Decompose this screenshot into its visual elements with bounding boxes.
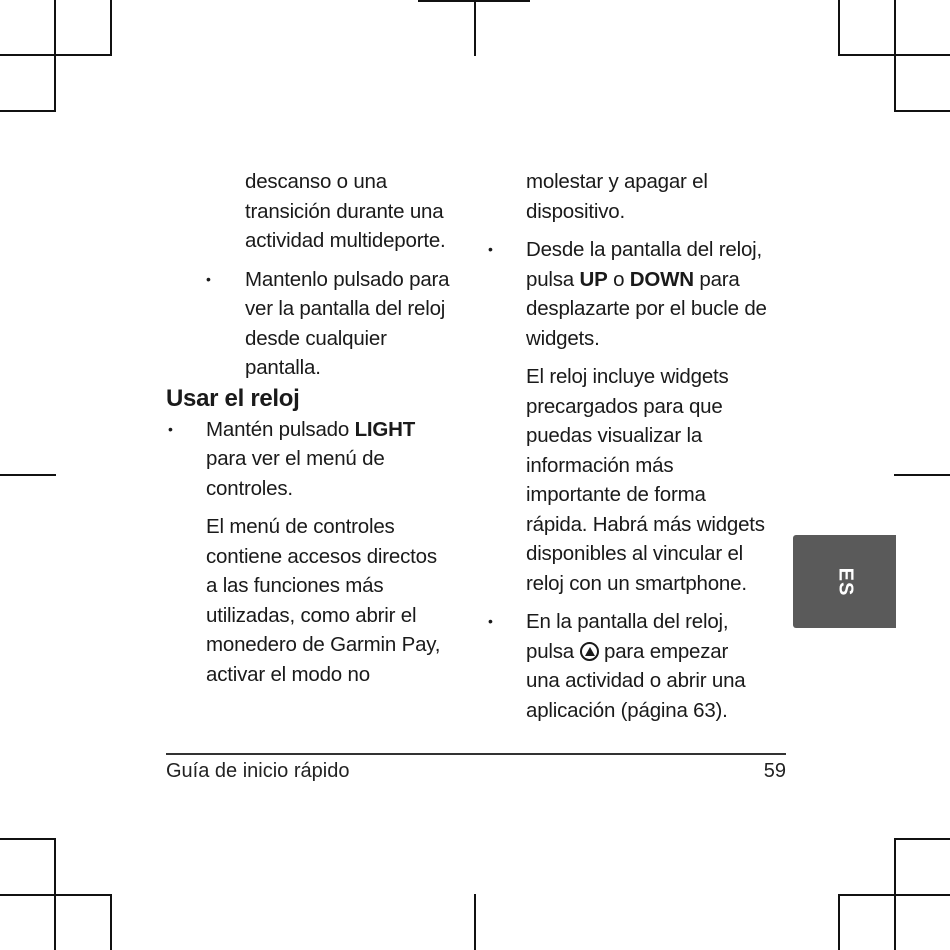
text-line: para ver el menú de (206, 447, 385, 470)
text-line: información más (526, 453, 674, 477)
list-item (166, 415, 471, 504)
section-heading: Usar el reloj (166, 384, 300, 412)
text-line: activar el modo no (206, 662, 370, 686)
crop-mark (894, 110, 950, 112)
crop-mark (0, 474, 56, 476)
text-run: o (607, 267, 630, 291)
list-item (486, 607, 791, 725)
text-line: disponibles al vincular el (526, 542, 744, 565)
crop-mark (894, 0, 896, 112)
text-run: para (693, 267, 740, 291)
text-line: reloj con un smartphone. (526, 571, 747, 595)
list-item (166, 265, 471, 383)
text-line: utilizadas, como abrir el (206, 603, 417, 627)
text-run: pulsa (526, 639, 580, 663)
text-line: El reloj incluye widgets (526, 365, 729, 388)
text-line: En la pantalla del reloj, (526, 610, 729, 633)
text-run: Mantén pulsado (206, 417, 355, 441)
crop-mark (0, 110, 56, 112)
text-line: puedas visualizar la (526, 424, 703, 447)
continued-text (486, 167, 791, 226)
crop-mark (0, 894, 112, 896)
text-line (526, 637, 791, 667)
footer-rule (166, 753, 786, 755)
bullet-icon: • (488, 613, 493, 629)
text-line: desde cualquier (245, 326, 387, 350)
key-name: LIGHT (354, 417, 416, 441)
key-name: UP (579, 267, 608, 291)
text-line: aplicación (página 63). (526, 698, 728, 722)
right-column (486, 167, 791, 725)
crop-mark (110, 0, 112, 56)
key-name: DOWN (629, 267, 694, 291)
crop-mark (54, 838, 56, 950)
text-line: Mantenlo pulsado para (245, 267, 450, 291)
text-line: precargados para que (526, 394, 723, 418)
crop-mark (110, 894, 112, 950)
bullet-icon: • (206, 270, 211, 287)
crop-mark (894, 838, 896, 950)
bullet-icon: • (488, 241, 493, 257)
start-button-icon (580, 642, 599, 661)
text-line: monedero de Garmin Pay, (206, 633, 441, 656)
page-number: 59 (763, 760, 786, 782)
text-line: una actividad o abrir una (526, 669, 746, 692)
text-line: dispositivo. (526, 199, 626, 223)
paragraph (166, 512, 471, 689)
crop-mark (0, 838, 56, 840)
text-line: ver la pantalla del reloj (245, 297, 446, 320)
crop-mark (894, 474, 950, 476)
text-line: actividad multideporte. (245, 229, 446, 252)
paragraph (486, 362, 791, 598)
bullet-icon: • (168, 420, 173, 437)
text-line: desplazarte por el bucle de (526, 297, 767, 320)
text-line: controles. (206, 476, 293, 500)
language-tab (793, 535, 896, 628)
crop-mark (54, 0, 56, 112)
text-line: pantalla. (245, 356, 321, 379)
text-line: importante de forma (526, 483, 706, 506)
text-run: pulsa (526, 267, 580, 291)
text-line: transición durante una (245, 199, 444, 223)
list-item (486, 235, 791, 353)
text-line (206, 415, 471, 445)
text-line: El menú de controles (206, 515, 395, 538)
crop-mark (474, 0, 476, 56)
language-tab-label: ES (834, 567, 856, 596)
text-line: contiene accesos directos (206, 544, 437, 568)
text-line: a las funciones más (206, 574, 384, 597)
text-line (526, 265, 791, 295)
crop-mark (838, 894, 840, 950)
crop-mark (0, 54, 112, 56)
left-column (166, 167, 471, 689)
text-run: para empezar (598, 639, 729, 663)
text-line: molestar y apagar el (526, 170, 708, 193)
crop-mark (838, 0, 840, 56)
text-line: rápida. Habrá más widgets (526, 512, 765, 536)
text-line: widgets. (526, 326, 600, 350)
crop-mark (894, 838, 950, 840)
footer-title: Guía de inicio rápido (166, 760, 350, 782)
crop-mark (474, 894, 476, 950)
text-line: Desde la pantalla del reloj, (526, 238, 762, 261)
continued-bullet-text (166, 167, 471, 256)
text-line: descanso o una (245, 170, 387, 193)
